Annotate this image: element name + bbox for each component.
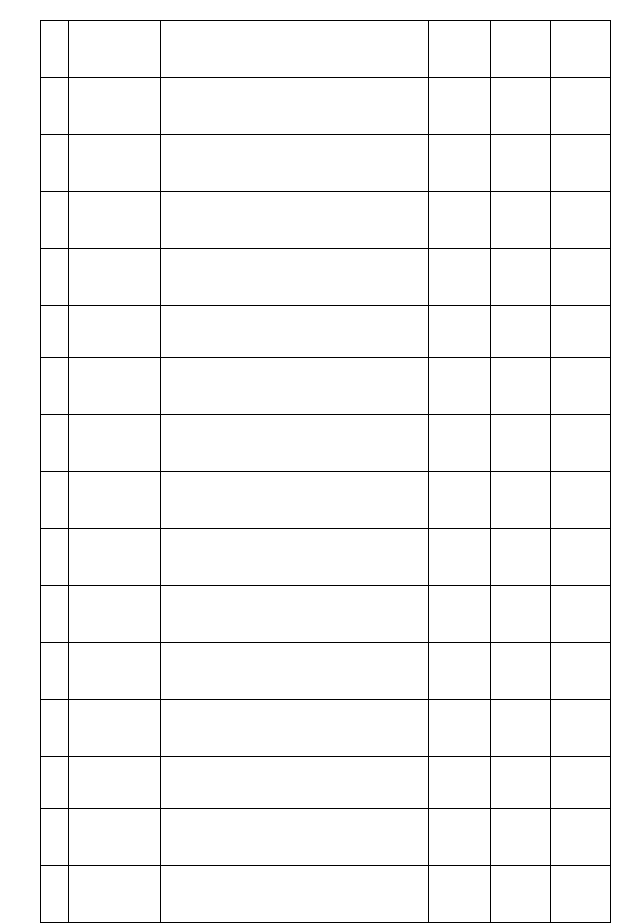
area-cell — [491, 809, 551, 866]
row-number-cell — [41, 415, 69, 472]
year-built-cell — [551, 415, 611, 472]
works-description-cell — [161, 757, 429, 809]
year-built-cell — [551, 757, 611, 809]
registry-code-cell — [429, 192, 491, 249]
row-number-cell — [41, 135, 69, 192]
registry-code-cell — [429, 21, 491, 78]
works-description-cell — [161, 586, 429, 643]
registry-code-cell — [429, 529, 491, 586]
table-row — [41, 700, 611, 757]
works-description-cell — [161, 249, 429, 306]
area-cell — [491, 757, 551, 809]
works-description-cell — [161, 809, 429, 866]
area-cell — [491, 415, 551, 472]
table-row — [41, 757, 611, 809]
address-cell — [69, 358, 161, 415]
table-row — [41, 866, 611, 923]
row-number-cell — [41, 78, 69, 135]
registry-code-cell — [429, 358, 491, 415]
area-cell — [491, 249, 551, 306]
works-description-cell — [161, 78, 429, 135]
address-cell — [69, 472, 161, 529]
table-row — [41, 529, 611, 586]
row-number-cell — [41, 306, 69, 358]
table-row — [41, 135, 611, 192]
registry-code-cell — [429, 415, 491, 472]
registry-code-cell — [429, 306, 491, 358]
row-number-cell — [41, 809, 69, 866]
works-description-cell — [161, 529, 429, 586]
registry-code-cell — [429, 78, 491, 135]
area-cell — [491, 135, 551, 192]
registry-code-cell — [429, 586, 491, 643]
registry-code-cell — [429, 472, 491, 529]
address-cell — [69, 809, 161, 866]
area-cell — [491, 21, 551, 78]
works-description-cell — [161, 192, 429, 249]
address-cell — [69, 757, 161, 809]
registry-code-cell — [429, 757, 491, 809]
table-row — [41, 192, 611, 249]
registry-code-cell — [429, 866, 491, 923]
works-description-cell — [161, 306, 429, 358]
address-cell — [69, 643, 161, 700]
row-number-cell — [41, 249, 69, 306]
works-description-cell — [161, 415, 429, 472]
registry-code-cell — [429, 643, 491, 700]
year-built-cell — [551, 643, 611, 700]
area-cell — [491, 700, 551, 757]
area-cell — [491, 643, 551, 700]
area-cell — [491, 306, 551, 358]
table-row — [41, 78, 611, 135]
table-row — [41, 643, 611, 700]
works-description-cell — [161, 643, 429, 700]
row-number-cell — [41, 866, 69, 923]
year-built-cell — [551, 472, 611, 529]
address-cell — [69, 700, 161, 757]
row-number-cell — [41, 358, 69, 415]
works-description-cell — [161, 866, 429, 923]
registry-code-cell — [429, 700, 491, 757]
table-row — [41, 472, 611, 529]
year-built-cell — [551, 529, 611, 586]
area-cell — [491, 866, 551, 923]
year-built-cell — [551, 866, 611, 923]
row-number-cell — [41, 700, 69, 757]
row-number-cell — [41, 472, 69, 529]
area-cell — [491, 358, 551, 415]
area-cell — [491, 78, 551, 135]
area-cell — [491, 529, 551, 586]
address-cell — [69, 249, 161, 306]
area-cell — [491, 472, 551, 529]
area-cell — [491, 192, 551, 249]
year-built-cell — [551, 306, 611, 358]
address-cell — [69, 192, 161, 249]
year-built-cell — [551, 78, 611, 135]
table-row — [41, 809, 611, 866]
address-cell — [69, 135, 161, 192]
works-description-cell — [161, 472, 429, 529]
works-description-cell — [161, 21, 429, 78]
year-built-cell — [551, 135, 611, 192]
table-row — [41, 358, 611, 415]
area-cell — [491, 586, 551, 643]
row-number-cell — [41, 192, 69, 249]
year-built-cell — [551, 21, 611, 78]
row-number-cell — [41, 757, 69, 809]
registry-code-cell — [429, 135, 491, 192]
address-cell — [69, 21, 161, 78]
address-cell — [69, 78, 161, 135]
row-number-cell — [41, 21, 69, 78]
table-row — [41, 21, 611, 78]
row-number-cell — [41, 586, 69, 643]
address-cell — [69, 306, 161, 358]
works-description-cell — [161, 358, 429, 415]
housing-registry-table — [40, 20, 611, 923]
row-number-cell — [41, 529, 69, 586]
works-description-cell — [161, 135, 429, 192]
address-cell — [69, 415, 161, 472]
year-built-cell — [551, 586, 611, 643]
table-row — [41, 586, 611, 643]
year-built-cell — [551, 700, 611, 757]
works-description-cell — [161, 700, 429, 757]
address-cell — [69, 529, 161, 586]
table-row — [41, 249, 611, 306]
address-cell — [69, 586, 161, 643]
year-built-cell — [551, 809, 611, 866]
registry-page — [40, 20, 610, 923]
registry-code-cell — [429, 249, 491, 306]
row-number-cell — [41, 643, 69, 700]
registry-body — [41, 21, 611, 923]
table-row — [41, 306, 611, 358]
registry-code-cell — [429, 809, 491, 866]
year-built-cell — [551, 192, 611, 249]
table-row — [41, 415, 611, 472]
year-built-cell — [551, 358, 611, 415]
year-built-cell — [551, 249, 611, 306]
address-cell — [69, 866, 161, 923]
